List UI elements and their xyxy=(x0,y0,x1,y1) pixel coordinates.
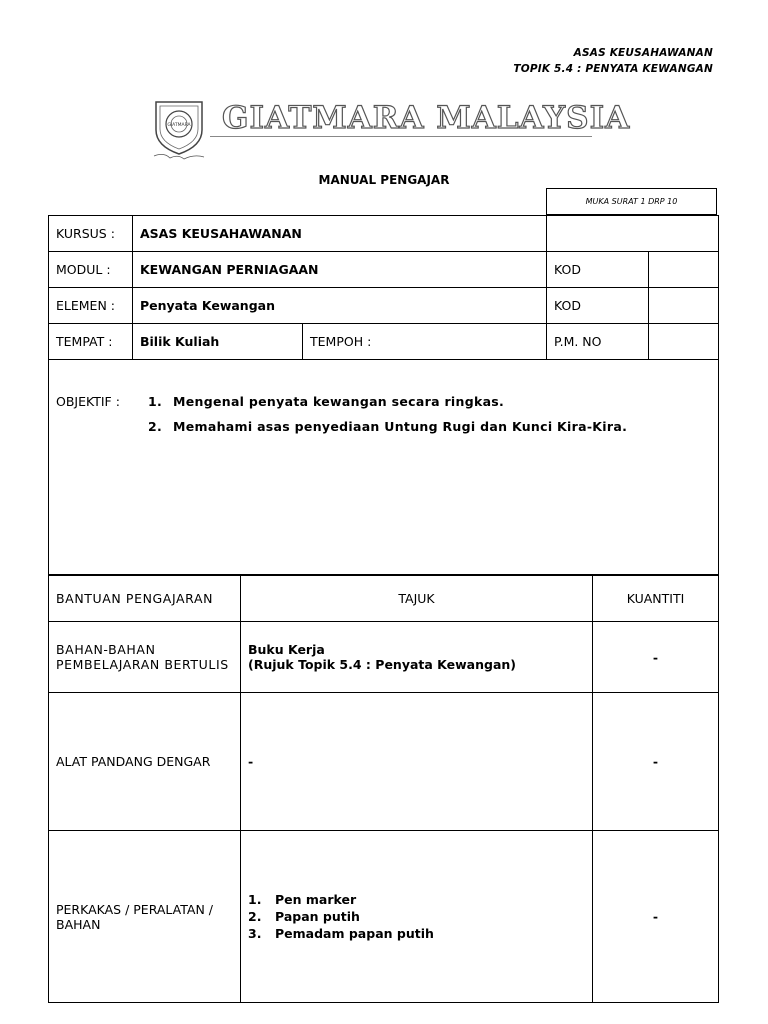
brand-underline xyxy=(210,136,592,137)
kod-label-1: KOD xyxy=(547,252,649,288)
row-tajuk: - xyxy=(241,693,593,831)
kod-value-2 xyxy=(649,288,719,324)
row-label: PERKAKAS / PERALATAN / BAHAN xyxy=(49,831,241,1003)
kuantiti-header: KUANTITI xyxy=(593,576,719,622)
objektif-item-number: 2. xyxy=(148,419,163,434)
page-info: MUKA SURAT 1 DRP 10 xyxy=(546,188,717,215)
row-kuantiti: - xyxy=(593,622,719,693)
kursus-value: ASAS KEUSAHAWANAN xyxy=(133,216,547,252)
list-item xyxy=(248,925,585,942)
list-item xyxy=(248,891,585,908)
objektif-item-text: Memahami asas penyediaan Untung Rugi dan Kunci Kira-Kira. xyxy=(173,419,628,434)
row-tajuk xyxy=(241,831,593,1003)
tajuk-line: (Rujuk Topik 5.4 : Penyata Kewangan) xyxy=(248,657,516,672)
objektif-item-number: 1. xyxy=(148,394,163,409)
objektif-section xyxy=(49,360,719,575)
elemen-value: Penyata Kewangan xyxy=(133,288,547,324)
kursus-blank xyxy=(547,216,719,252)
doc-title: MANUAL PENGAJAR xyxy=(318,173,450,187)
header-subject: ASAS KEUSAHAWANAN xyxy=(573,47,713,59)
list-item-number: 2. xyxy=(248,909,262,924)
elemen-label: ELEMEN : xyxy=(49,288,133,324)
list-item-text: Pen marker xyxy=(275,892,357,907)
brand-name: GIATMARA MALAYSIA xyxy=(222,100,631,136)
list-item-number: 1. xyxy=(248,892,262,907)
list-item-text: Pemadam papan putih xyxy=(275,926,434,941)
pmno-value xyxy=(649,324,719,360)
bantuan-header: BANTUAN PENGAJARAN xyxy=(49,576,241,622)
objektif-label: OBJEKTIF : xyxy=(56,394,120,409)
tempoh-label: TEMPOH : xyxy=(303,324,547,360)
modul-value: KEWANGAN PERNIAGAAN xyxy=(133,252,547,288)
tempat-value: Bilik Kuliah xyxy=(133,324,303,360)
row-kuantiti: - xyxy=(593,831,719,1003)
kod-value-1 xyxy=(649,252,719,288)
header-topic: TOPIK 5.4 : PENYATA KEWANGAN xyxy=(513,63,713,75)
svg-text:GIATMARA: GIATMARA xyxy=(167,123,191,128)
kursus-label: KURSUS : xyxy=(49,216,133,252)
row-tajuk xyxy=(241,622,593,693)
bantuan-table xyxy=(48,575,719,1003)
objektif-list xyxy=(148,394,627,444)
objektif-item xyxy=(148,419,627,434)
objektif-item-text: Mengenal penyata kewangan secara ringkas. xyxy=(173,394,505,409)
pmno-label: P.M. NO xyxy=(547,324,649,360)
giatmara-logo xyxy=(150,96,208,166)
modul-label: MODUL : xyxy=(49,252,133,288)
objektif-item xyxy=(148,394,627,409)
tempat-label: TEMPAT : xyxy=(49,324,133,360)
list-item xyxy=(248,908,585,925)
kod-label-2: KOD xyxy=(547,288,649,324)
list-item-number: 3. xyxy=(248,926,262,941)
tajuk-list xyxy=(248,891,585,942)
info-table xyxy=(48,215,719,575)
row-label: ALAT PANDANG DENGAR xyxy=(49,693,241,831)
row-label: BAHAN-BAHAN PEMBELAJARAN BERTULIS xyxy=(49,622,241,693)
tajuk-line: Buku Kerja xyxy=(248,642,325,657)
list-item-text: Papan putih xyxy=(275,909,360,924)
row-kuantiti: - xyxy=(593,693,719,831)
tajuk-header: TAJUK xyxy=(241,576,593,622)
